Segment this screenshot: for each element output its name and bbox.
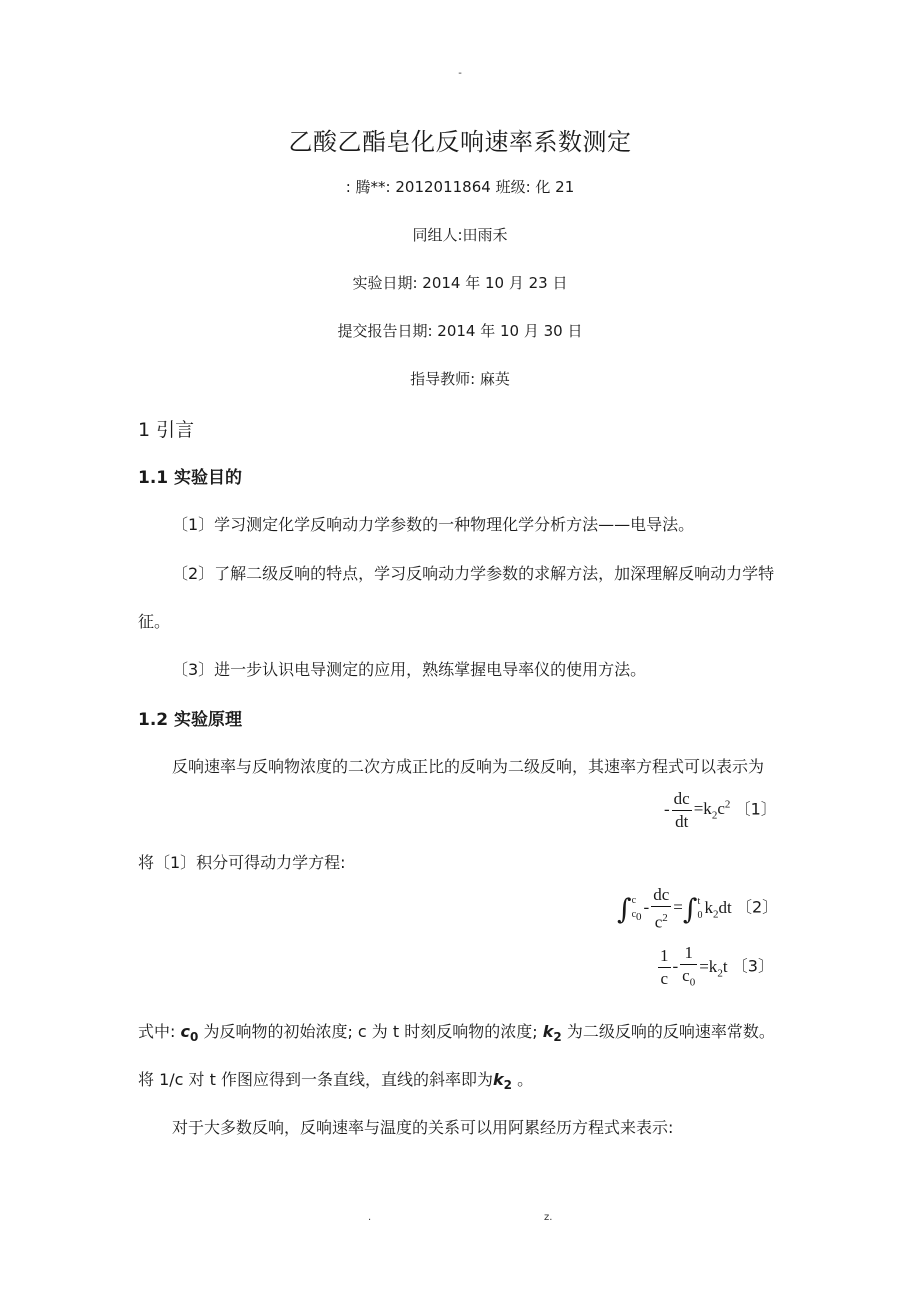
plot-line: [138, 1067, 533, 1092]
k2-symbol: $k_2$: [542, 1022, 562, 1045]
section-1-1-heading: 1.1 实验目的: [138, 468, 243, 488]
objective-item-2: 〔2〕了解二级反响的特点，学习反响动力学参数的求解方法，加深理解反响动力学特: [172, 564, 775, 583]
where-suffix: 为二级反响的反响速率常数。: [566, 1022, 775, 1041]
footer-right: z.: [544, 1212, 553, 1223]
where-prefix: 式中:: [138, 1022, 176, 1041]
section-1-2-heading: 1.2 实验原理: [138, 710, 243, 730]
objective-item-2-cont: 征。: [138, 612, 171, 631]
k2-symbol-slope: $k_2$: [493, 1070, 512, 1093]
equation-2-label: 〔2〕: [735, 897, 779, 917]
integrate-text: 将〔1〕积分可得动力学方程:: [138, 853, 346, 872]
author-line: : 腾**: 2012011864 班级: 化 21: [345, 178, 575, 196]
plot-period: 。: [517, 1070, 534, 1089]
section-1-heading: 1 引言: [138, 419, 195, 441]
arrhenius-text: 对于大多数反响，反响速率与温度的关系可以用阿累经历方程式来表示:: [172, 1118, 674, 1137]
equation-2: ∫c $c_0-$ $\frac{dc}{c^2}$ =∫t 0 $k_2dt$ 〔2〕: [617, 885, 779, 932]
objective-item-3: 〔3〕进一步认识电导测定的应用，熟练掌握电导率仪的使用方法。: [172, 660, 647, 679]
header-mark: -: [458, 68, 462, 79]
experiment-date: 实验日期: 2014 年 10 月 23 日: [352, 274, 568, 292]
equation-1-label: 〔1〕: [734, 799, 777, 819]
equation-3: $\frac{1}{c}$ - $\frac{1}{c_0}$ $=k_2t$ 〔3〕: [660, 943, 774, 989]
where-middle: 为反响物的初始浓度; c 为 t 时刻反响物的浓度;: [203, 1022, 538, 1041]
equation-1: - $\frac{dc}{dt}$ $=k_2c^2$ 〔1〕: [664, 789, 777, 831]
equation-3-label: 〔3〕: [731, 956, 774, 976]
objective-item-1: 〔1〕学习测定化学反响动力学参数的一种物理化学分析方法——电导法。: [172, 515, 695, 534]
footer-left: .: [368, 1212, 372, 1223]
partner-line: 同组人:田雨禾: [412, 226, 508, 244]
plot-text: 将 1/c 对 t 作图应得到一条直线，直线的斜率即为: [138, 1070, 493, 1089]
document-title: 乙酸乙酯皂化反响速率系数测定: [288, 128, 632, 156]
submit-date: 提交报告日期: 2014 年 10 月 30 日: [337, 322, 583, 340]
c0-symbol: $c_0$: [180, 1022, 199, 1045]
advisor-line: 指导教师: 麻英: [410, 370, 510, 388]
where-line: [138, 1019, 775, 1044]
principle-intro: 反响速率与反响物浓度的二次方成正比的反响为二级反响，其速率方程式可以表示为: [172, 757, 765, 776]
